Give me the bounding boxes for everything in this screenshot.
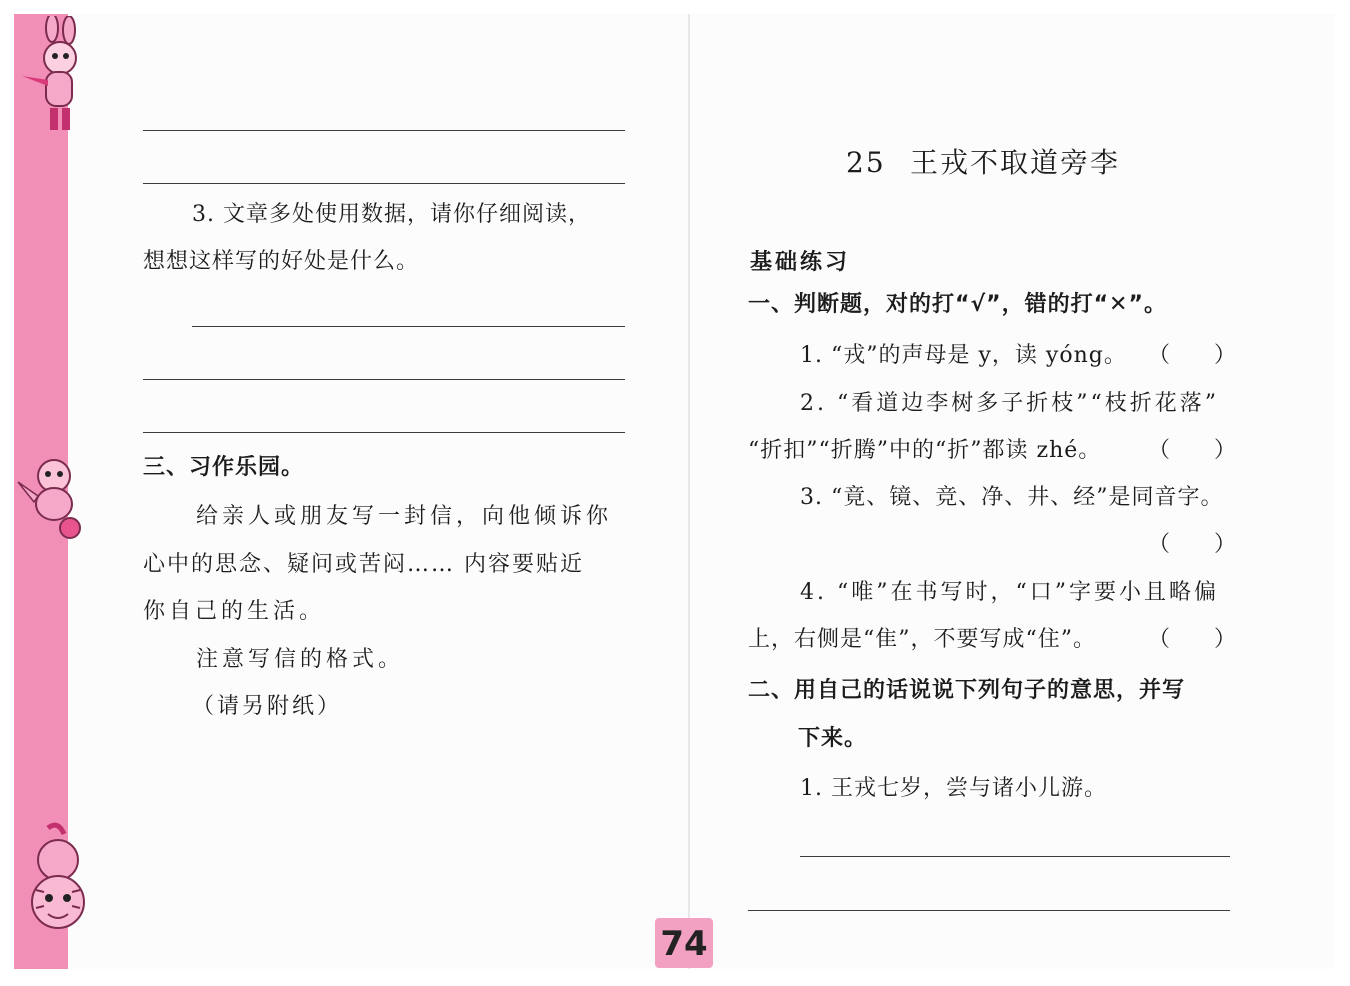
book-spine [688, 14, 690, 969]
answer-line [143, 432, 625, 433]
question-3-line2: 想想这样写的好处是什么。 [143, 249, 420, 274]
answer-blank[interactable]: （ ） [1148, 343, 1237, 368]
part-2-heading-line1: 二、用自己的话说说下列句子的意思，并写 [748, 678, 1186, 703]
judge-item-2-line2: “折扣”“折腾”中的“折”都读 zhé。 [748, 438, 1102, 463]
part-1-heading: 一、判断题，对的打“√”，错的打“✕”。 [748, 292, 1167, 317]
part-2-heading-line2: 下来。 [798, 726, 868, 751]
answer-blank[interactable]: （ ） [1148, 438, 1237, 463]
judge-item-2-line1: 2. “看道边李树多子折枝”“枝折花落” [800, 391, 1219, 416]
judge-item-1: 1. “戎”的声母是 y，读 yóng。 [800, 343, 1127, 368]
answer-line [143, 183, 625, 184]
page-number: 74 [655, 918, 713, 968]
raccoon-mascot-icon [14, 452, 86, 542]
rabbit-mascot-icon [14, 16, 94, 136]
lesson-title: 王戎不取道旁李 [910, 146, 1121, 179]
answer-blank[interactable]: （ ） [1148, 532, 1237, 557]
answer-line [143, 130, 625, 131]
answer-line [192, 326, 625, 327]
answer-line [143, 379, 625, 380]
section-3-heading: 三、习作乐园。 [143, 455, 305, 480]
attach-paper-note: （请另附纸） [192, 694, 343, 719]
writing-prompt-line2: 心中的思念、疑问或苦闷…… 内容要贴近 [143, 552, 584, 577]
basic-practice-heading: 基础练习 [750, 250, 851, 275]
lesson-number: 25 [846, 146, 886, 179]
answer-blank[interactable]: （ ） [1148, 627, 1237, 652]
writing-prompt-line1: 给亲人或朋友写一封信，向他倾诉你 [196, 504, 613, 529]
judge-item-4-line2: 上，右侧是“隹”，不要写成“住”。 [748, 627, 1096, 652]
part-2-item-1: 1. 王戎七岁，尝与诸小儿游。 [800, 776, 1107, 801]
question-3-line1: 3. 文章多处使用数据，请你仔细阅读， [192, 202, 591, 227]
answer-line [800, 856, 1230, 857]
judge-item-4-line1: 4. “唯”在书写时，“口”字要小且略偏 [800, 580, 1219, 605]
judge-item-3: 3. “竟、镜、竞、净、井、经”是同音字。 [800, 485, 1224, 510]
writing-prompt-line3: 你自己的生活。 [143, 599, 326, 624]
tiger-mascot-icon [18, 820, 94, 950]
answer-line [748, 910, 1230, 911]
writing-format-note: 注意写信的格式。 [196, 647, 405, 672]
